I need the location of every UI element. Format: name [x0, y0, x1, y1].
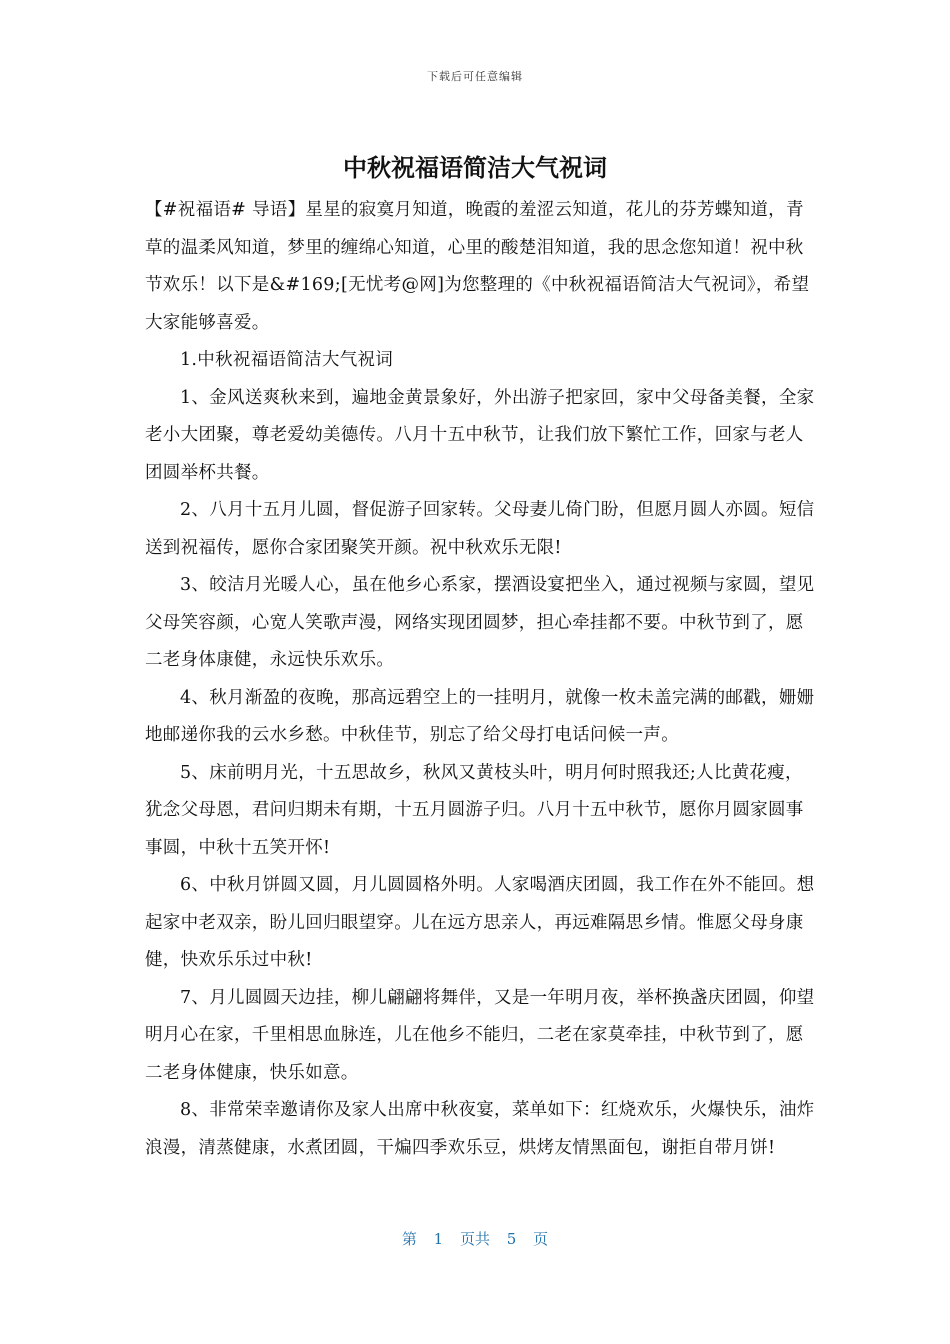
list-item: 3、皎洁月光暖人心，虽在他乡心系家，摆酒设宴把坐入，通过视频与家圆，望见父母笑容颜，心宽人笑歌声漫，网络实现团圆梦，担心牵挂都不要。中秋节到了，愿二老身体康健，永远快乐欢乐。	[145, 575, 815, 670]
list-item: 6、中秋月饼圆又圆，月儿圆圆格外明。人家喝酒庆团圆，我工作在外不能回。想起家中老双亲，盼儿回归眼望穿。儿在远方思亲人，再远难隔思乡情。惟愿父母身康健，快欢乐乐过中秋!	[145, 875, 815, 970]
page-footer: 第 1 页共 5 页	[401, 1230, 549, 1248]
page-title: 中秋祝福语简洁大气祝词	[343, 154, 607, 182]
intro-paragraph: 【#祝福语# 导语】星星的寂寞月知道，晚霞的羞涩云知道，花儿的芬芳蝶知道，青草的温柔风知道，梦里的缠绵心知道，心里的酸楚泪知道，我的思念您知道！祝中秋节欢乐！以下是&#169;[无忧考@网]为您整理的《中秋祝福语简洁大气祝词》，希望大家能够喜爱。	[145, 200, 810, 333]
list-item: 5、床前明月光，十五思故乡，秋风又黄枝头叶，明月何时照我还;人比黄花瘦，犹念父母恩，君问归期未有期，十五月圆游子归。八月十五中秋节，愿你月圆家圆事事圆，中秋十五笑开怀!	[145, 762, 804, 858]
list-item: 1、金风送爽秋来到，遍地金黄景象好，外出游子把家回，家中父母备美餐，全家老小大团聚，尊老爱幼美德传。八月十五中秋节，让我们放下繁忙工作，回家与老人团圆举杯共餐。	[145, 387, 815, 483]
list-item: 8、非常荣幸邀请你及家人出席中秋夜宴，菜单如下：红烧欢乐，火爆快乐，油炸浪漫，清蒸健康，水煮团圆，干煸四季欢乐豆，烘烤友情黑面包，谢拒自带月饼!	[145, 1100, 815, 1158]
document-body	[145, 192, 820, 1167]
list-item: 4、秋月渐盈的夜晚，那高远碧空上的一挂明月，就像一枚未盖完满的邮戳，姗姗地邮递你我的云水乡愁。中秋佳节，别忘了给父母打电话问候一声。	[145, 687, 815, 745]
header-note: 下载后可任意编辑	[427, 70, 523, 83]
section-heading: 1.中秋祝福语简洁大气祝词	[180, 350, 394, 370]
list-item: 2、八月十五月儿圆，督促游子回家转。父母妻儿倚门盼，但愿月圆人亦圆。短信送到祝福传，愿你合家团聚笑开颜。祝中秋欢乐无限!	[145, 500, 815, 558]
list-item: 7、月儿圆圆天边挂，柳儿翩翩将舞伴，又是一年明月夜，举杯换盏庆团圆，仰望明月心在家，千里相思血脉连，儿在他乡不能归，二老在家莫牵挂，中秋节到了，愿二老身体健康，快乐如意。	[145, 987, 815, 1083]
